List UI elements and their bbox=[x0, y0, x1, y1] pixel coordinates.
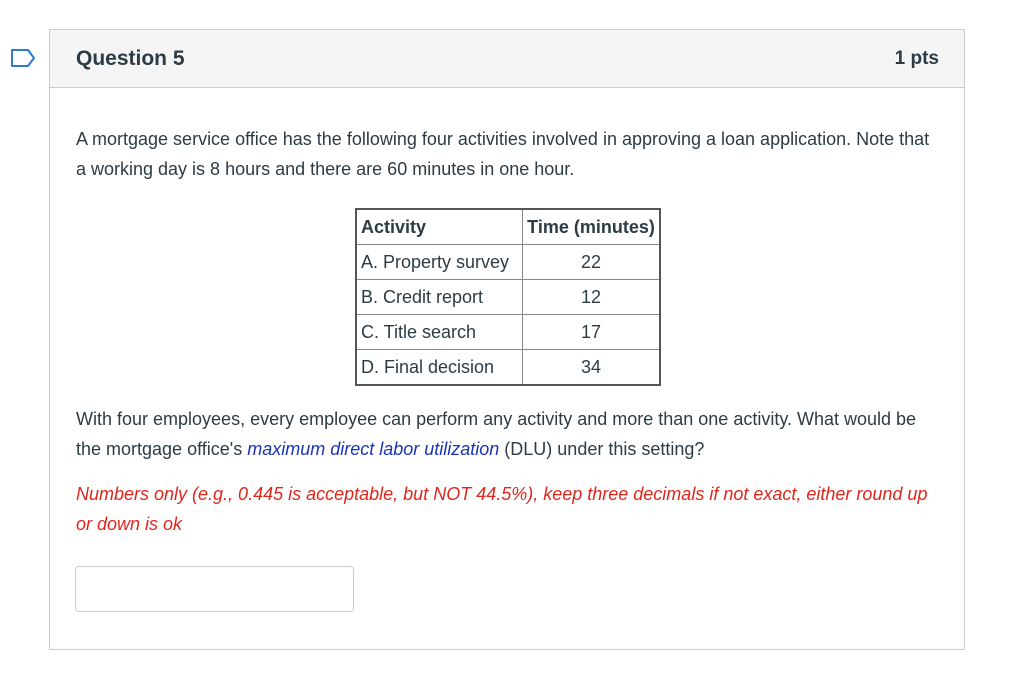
table-cell-activity: A. Property survey bbox=[356, 245, 523, 280]
question-intro: A mortgage service office has the following four activities involved in approving a loan application. Note that a working day is 8 hours and there are 60 minutes in one hour. bbox=[76, 129, 930, 179]
prompt-emphasis: maximum direct labor utilization bbox=[247, 439, 500, 459]
bookmark-flag-icon[interactable] bbox=[10, 48, 36, 68]
question-title: Question 5 bbox=[76, 46, 185, 70]
table-cell-time: 17 bbox=[523, 315, 661, 350]
question-prompt bbox=[76, 404, 938, 464]
prompt-text-after: (DLU) under this setting? bbox=[499, 439, 705, 459]
prompt-text-before: With four employees, every employee can perform any activity and more than one activity. What would be the mortgage office's bbox=[76, 409, 917, 459]
question-body bbox=[50, 88, 964, 539]
question-card bbox=[49, 29, 965, 650]
table-cell-time: 34 bbox=[523, 350, 661, 386]
table-cell-time: 22 bbox=[523, 245, 661, 280]
table-header-time: Time (minutes) bbox=[523, 209, 661, 245]
table-row bbox=[356, 350, 660, 386]
table-cell-activity: C. Title search bbox=[356, 315, 523, 350]
table-cell-time: 12 bbox=[523, 280, 661, 315]
table-row bbox=[356, 245, 660, 280]
answer-input[interactable] bbox=[75, 566, 354, 612]
activity-table bbox=[355, 208, 661, 386]
question-header bbox=[50, 30, 964, 88]
answer-instructions: Numbers only (e.g., 0.445 is acceptable, but NOT 44.5%), keep three decimals if not exact, either round up or down is ok bbox=[76, 484, 928, 534]
table-row bbox=[356, 315, 660, 350]
table-header-row bbox=[356, 209, 660, 245]
table-row bbox=[356, 280, 660, 315]
table-cell-activity: D. Final decision bbox=[356, 350, 523, 386]
table-cell-activity: B. Credit report bbox=[356, 280, 523, 315]
question-points: 1 pts bbox=[894, 47, 939, 69]
table-header-activity: Activity bbox=[356, 209, 523, 245]
